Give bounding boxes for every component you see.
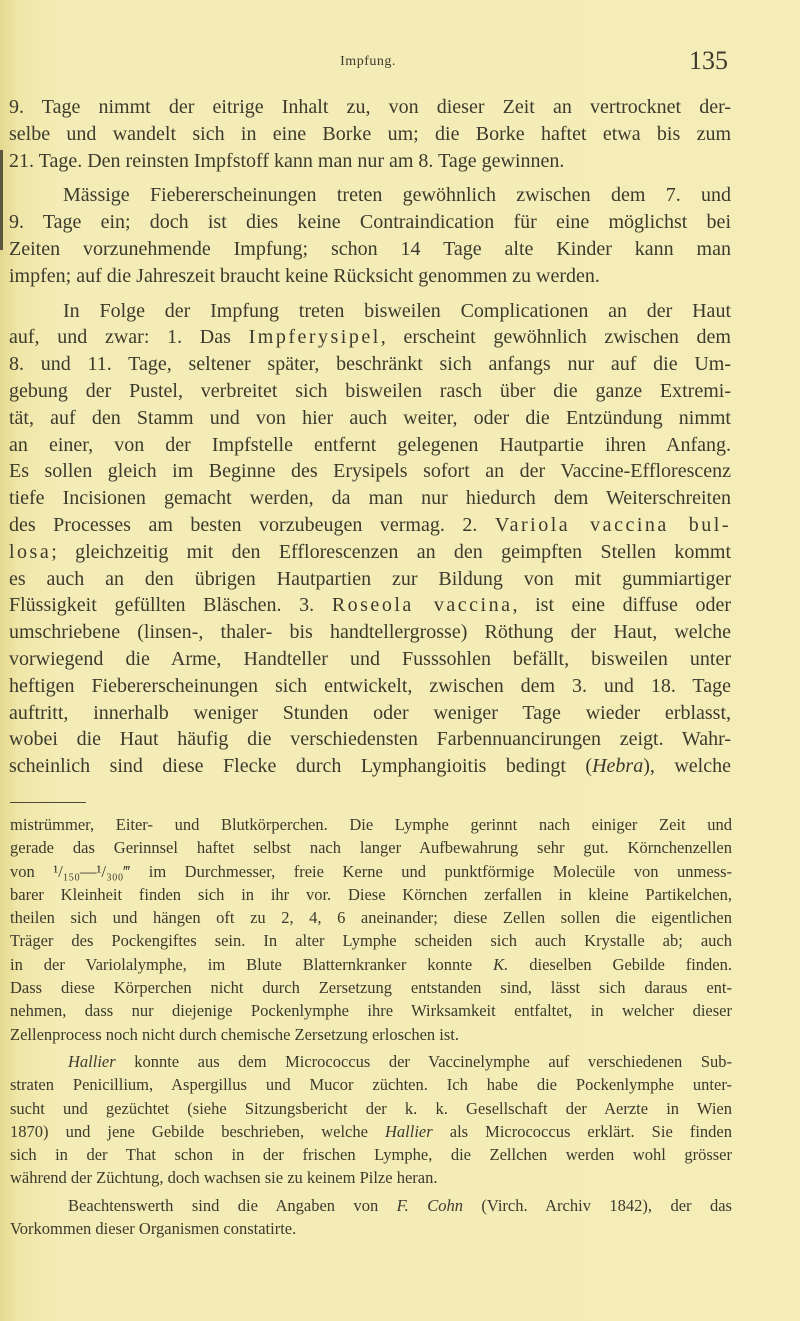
text-line: [10, 1120, 732, 1143]
text-line: [10, 860, 732, 883]
text-segment: Mässige Fiebererscheinungen treten gewöhnlich zwischen dem 7. und: [63, 184, 731, 207]
text-segment: ; gleichzeitig mit den Efflorescenzen an den geimpften Stellen kommt: [51, 540, 731, 563]
text-segment: , ist eine diffuse oder: [512, 594, 731, 617]
text-line: [10, 1023, 732, 1046]
text-segment: nehmen, dass nur diejenige Pockenlymphe ihre Wirksamkeit entfaltet, in welcher dieser: [10, 1001, 732, 1021]
text-line: [10, 929, 732, 952]
text-line: [9, 405, 731, 432]
text-segment: heftigen Fiebererscheinungen sich entwickelt, zwischen dem 3. und 18. Tage: [9, 674, 731, 697]
text-segment: tät, auf den Stamm und von hier auch weiter, oder die Entzündung nimmt: [9, 406, 731, 429]
paragraph: [9, 298, 731, 780]
spaced-term: Roseola vaccina: [331, 594, 513, 617]
text-line: [9, 726, 731, 753]
text-segment: Zellenprocess noch nicht durch chemische Zersetzung erloschen ist.: [10, 1024, 460, 1044]
text-segment: in der Variolalymphe, im Blute Blatternkranker konnte: [10, 954, 494, 974]
text-line: [10, 906, 732, 929]
footnote-text: [10, 813, 732, 1244]
page-header: [8, 46, 728, 80]
running-title: Impfung.: [340, 54, 396, 69]
text-segment: auf, und zwar: 1. Das: [9, 326, 249, 349]
text-line: [9, 236, 731, 263]
text-segment: impfen; auf die Jahreszeit braucht keine Rücksicht genommen zu werden.: [9, 264, 600, 287]
text-segment: auftritt, innerhalb weniger Stunden oder weniger Tage wieder erblasst,: [9, 701, 731, 724]
text-line: [10, 836, 732, 859]
text-segment: Beachtenswerth sind die Angaben von: [68, 1195, 397, 1215]
text-segment: ), welche: [643, 755, 731, 778]
text-segment: sucht und gezüchtet (siehe Sitzungsbericht der k. k. Gesellschaft der Aerzte in Wien: [10, 1098, 732, 1118]
text-line: [9, 148, 731, 175]
text-line: [10, 813, 732, 836]
text-segment: des Processes am besten vorzubeugen vermag. 2.: [9, 513, 495, 536]
text-line: [9, 646, 731, 673]
text-line: [10, 1194, 732, 1217]
text-line: [9, 592, 731, 619]
text-line: [10, 1050, 732, 1073]
text-segment: als Micrococcus erklärt. Sie finden: [432, 1121, 732, 1141]
text-line: [10, 976, 732, 999]
text-line: [10, 1166, 732, 1189]
text-line: [9, 566, 731, 593]
text-segment: scheinlich sind diese Flecke durch Lymphangioitis bedingt (: [9, 755, 593, 778]
footnote-divider: [10, 802, 86, 803]
spaced-term: Variola vaccina bul-: [494, 513, 731, 536]
text-line: [10, 883, 732, 906]
text-line: [9, 432, 731, 459]
text-line: [9, 378, 731, 405]
text-line: [10, 1097, 732, 1120]
text-line: [9, 673, 731, 700]
text-segment: straten Penicillium, Aspergillus und Mucor züchten. Ich habe die Pockenlymphe unter-: [10, 1075, 732, 1095]
text-segment: , erscheint gewöhnlich zwischen dem: [380, 326, 731, 349]
italic-name: K.: [493, 954, 509, 974]
text-line: [9, 619, 731, 646]
text-segment: In Folge der Impfung treten bisweilen Complicationen an der Haut: [63, 299, 731, 322]
text-segment: von ¹/₁₅₀—¹/₃₀₀‴ im Durchmesser, freie Kerne und punktförmige Molecüle von unmess-: [10, 861, 732, 881]
text-line: [10, 1217, 732, 1240]
text-line: [9, 298, 731, 325]
text-segment: 9. Tage ein; doch ist dies keine Contraindication für eine möglichst bei: [9, 211, 731, 234]
text-segment: gerade das Gerinnsel haftet selbst nach langer Aufbewahrung sehr gut. Körnchenzellen: [10, 838, 732, 858]
text-segment: theilen sich und hängen oft zu 2, 4, 6 aneinander; diese Zellen sollen die eigentlichen: [10, 908, 732, 928]
text-line: [9, 458, 731, 485]
text-line: [9, 539, 731, 566]
italic-name: F. Cohn: [396, 1195, 463, 1215]
text-segment: gebung der Pustel, verbreitet sich bisweilen rasch über die ganze Extremi-: [9, 379, 731, 402]
body-text: [9, 94, 731, 788]
text-segment: 8. und 11. Tage, seltener später, beschränkt sich anfangs nur auf die Um-: [9, 353, 731, 376]
paragraph: [10, 1194, 732, 1241]
text-line: [9, 512, 731, 539]
text-line: [9, 209, 731, 236]
spaced-term: losa: [9, 540, 52, 563]
text-segment: Dass diese Körperchen nicht durch Zersetzung entstanden sind, lässt sich daraus ent-: [10, 978, 732, 998]
text-segment: während der Züchtung, doch wachsen sie zu keinem Pilze heran.: [10, 1168, 438, 1188]
italic-name: Hebra: [592, 755, 644, 778]
italic-name: Hallier: [385, 1121, 433, 1141]
text-segment: Träger des Pockengiftes sein. In alter Lymphe scheiden sich auch Krystalle ab; auch: [10, 931, 732, 951]
text-line: [10, 1073, 732, 1096]
text-segment: tiefe Incisionen gemacht werden, da man nur hiedurch dem Weiterschreiten: [9, 487, 731, 510]
text-segment: sich in der That schon in der frischen Lymphe, die Zellchen werden wohl grösser: [10, 1145, 732, 1165]
text-line: [9, 485, 731, 512]
paragraph: [10, 1050, 732, 1190]
text-segment: 1870) und jene Gebilde beschrieben, welche: [10, 1121, 386, 1141]
text-segment: barer Kleinheit finden sich in ihr vor. Diese Körnchen zerfallen in kleine Partikelchen,: [10, 884, 732, 904]
text-segment: Vorkommen dieser Organismen constatirte.: [10, 1219, 297, 1239]
text-segment: Es sollen gleich im Beginne des Erysipels sofort an der Vaccine-Efflorescenz: [9, 460, 731, 483]
italic-name: Hallier: [68, 1051, 116, 1071]
text-segment: selbe und wandelt sich in eine Borke um; die Borke haftet etwa bis zum: [9, 122, 731, 145]
text-line: [9, 94, 731, 121]
text-segment: konnte aus dem Micrococcus der Vaccinelymphe auf verschiedenen Sub-: [115, 1051, 732, 1071]
text-segment: an einer, von der Impfstelle entfernt gelegenen Hautpartie ihren Anfang.: [9, 433, 731, 456]
text-line: [9, 121, 731, 148]
page-number: 135: [689, 46, 728, 75]
text-segment: Zeiten vorzunehmende Impfung; schon 14 Tage alte Kinder kann man: [9, 237, 731, 260]
text-line: [10, 953, 732, 976]
text-segment: 21. Tage. Den reinsten Impfstoff kann man nur am 8. Tage gewinnen.: [9, 149, 565, 172]
paragraph: [10, 813, 732, 1046]
text-segment: (Virch. Archiv 1842), der das: [462, 1195, 732, 1215]
text-line: [9, 182, 731, 209]
text-line: [9, 753, 731, 780]
text-line: [10, 999, 732, 1022]
text-segment: dieselben Gebilde finden.: [508, 954, 732, 974]
text-segment: vorwiegend die Arme, Handteller und Fusssohlen befällt, bisweilen unter: [9, 647, 731, 670]
text-line: [9, 324, 731, 351]
paragraph: [9, 94, 731, 174]
text-segment: mistrümmer, Eiter- und Blutkörperchen. Die Lymphe gerinnt nach einiger Zeit und: [10, 815, 732, 834]
text-line: [9, 351, 731, 378]
text-segment: es auch an den übrigen Hautpartien zur Bildung von mit gummiartiger: [9, 567, 731, 590]
text-segment: Flüssigkeit gefüllten Bläschen. 3.: [9, 594, 332, 617]
text-line: [9, 263, 731, 290]
paragraph: [9, 182, 731, 289]
text-line: [9, 700, 731, 727]
page-edge-shadow: [0, 150, 3, 250]
text-segment: wobei die Haut häufig die verschiedensten Farbennuancirungen zeigt. Wahr-: [9, 728, 731, 751]
text-segment: umschriebene (linsen-, thaler- bis handtellergrosse) Röthung der Haut, welche: [9, 621, 731, 644]
spaced-term: Impferysipel: [248, 326, 381, 349]
text-line: [10, 1143, 732, 1166]
text-segment: 9. Tage nimmt der eitrige Inhalt zu, von dieser Zeit an vertrocknet der-: [9, 96, 731, 118]
